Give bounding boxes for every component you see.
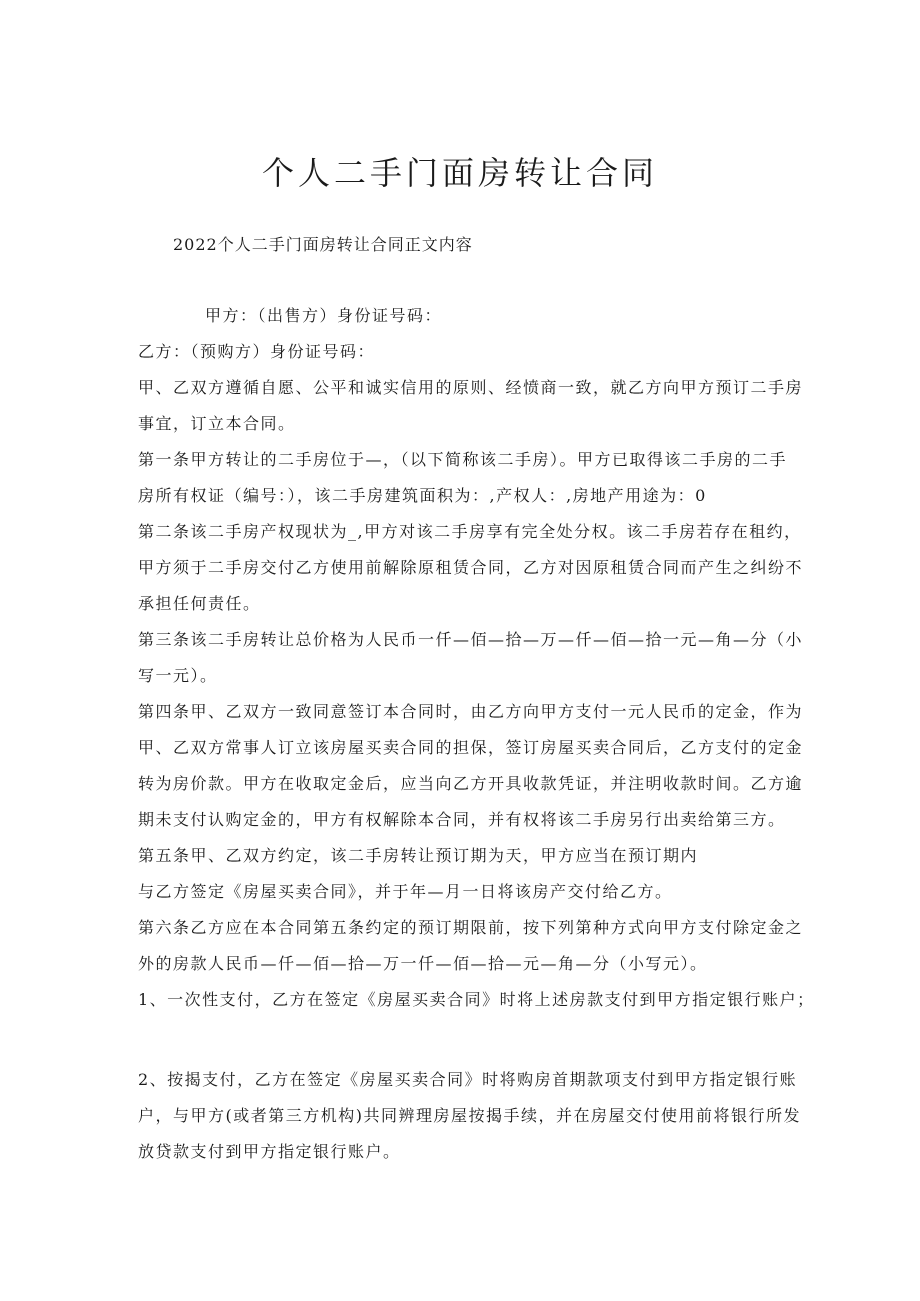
party-a-line xyxy=(205,298,857,334)
article-3-paragraph xyxy=(138,622,804,694)
text-line: 写一元）。 xyxy=(138,666,218,685)
party-b-text: 乙方：（预购方）身份证号码： xyxy=(138,342,376,361)
text-line: 2、按揭支付，乙方在签定《房屋买卖合同》时将购房首期款项支付到甲方指定银行账 xyxy=(138,1070,798,1089)
party-b-line xyxy=(138,334,790,370)
text-line: 外的房款人民币—仟—佰—拾—万一仟—佰—拾—元—角—分（小写元）。 xyxy=(138,954,708,973)
article-5-paragraph xyxy=(138,838,790,910)
page-title: 个人二手门面房转让合同 xyxy=(261,154,658,192)
text-line: 事宜，订立本合同。 xyxy=(138,414,296,433)
text-line: 第六条乙方应在本合同第五条约定的预订期限前，按下列第种方式向甲方支付除定金之 xyxy=(138,918,804,937)
text-line: 房所有权证（编号：），该二手房建筑面积为：,产权人：,房地产用途为：0 xyxy=(138,486,707,505)
article-6-paragraph xyxy=(138,910,804,982)
text-line: 第一条甲方转让的二手房位于—，（以下简称该二手房）。甲方已取得该二手房的二手 xyxy=(138,450,788,469)
payment-option-2 xyxy=(138,1062,801,1170)
text-line: 第三条该二手房转让总价格为人民币一仟—佰—拾—万—仟—佰—拾一元—角—分（小 xyxy=(138,630,804,649)
document-subtitle: 2022个人二手门面房转让合同正文内容 xyxy=(173,235,473,254)
text-line: 与乙方签定《房屋买卖合同》，并于年—月一日将该房产交付给乙方。 xyxy=(138,882,673,901)
text-line: 转为房价款。甲方在收取定金后，应当向乙方开具收款凭证，并注明收款时间。乙方逾 xyxy=(138,774,804,793)
text-line: 甲、乙双方遵循自愿、公平和诚实信用的原则、经愤商一致，就乙方向甲方预订二手房 xyxy=(138,378,804,397)
article-1-paragraph xyxy=(138,442,790,514)
article-4-paragraph xyxy=(138,694,804,838)
text-line: 甲方须于二手房交付乙方使用前解除原租赁合同，乙方对因原租赁合同而产生之纠纷不 xyxy=(138,558,804,577)
payment-option-1 xyxy=(138,982,815,1018)
article-2-paragraph xyxy=(138,514,804,622)
text-line: 第五条甲、乙双方约定，该二手房转让预订期为天，甲方应当在预订期内 xyxy=(138,846,699,865)
party-a-text: 甲方：（出售方）身份证号码： xyxy=(205,306,443,325)
text-line: 放贷款支付到甲方指定银行账户。 xyxy=(138,1142,401,1161)
text-line: 甲、乙双方常事人订立该房屋买卖合同的担保，签订房屋买卖合同后，乙方支付的定金 xyxy=(138,738,804,757)
text-line: 户，与甲方(或者第三方机构)共同辨理房屋按揭手续，并在房屋交付使用前将银行所发 xyxy=(138,1106,801,1125)
text-line: 第四条甲、乙双方一致同意签订本合同时，由乙方向甲方支付一元人民币的定金，作为 xyxy=(138,702,804,721)
intro-paragraph xyxy=(138,370,804,442)
text-line: 承担任何责任。 xyxy=(138,594,261,613)
text-line: 第二条该二手房产权现状为_,甲方对该二手房享有完全处分权。该二手房若存在租约， xyxy=(138,522,802,541)
text-line: 期未支付认购定金的，甲方有权解除本合同，并有权将该二手房另行出卖给第三方。 xyxy=(138,810,786,829)
text-line: 1、一次性支付，乙方在签定《房屋买卖合同》时将上述房款支付到甲方指定银行账户； xyxy=(138,990,815,1009)
